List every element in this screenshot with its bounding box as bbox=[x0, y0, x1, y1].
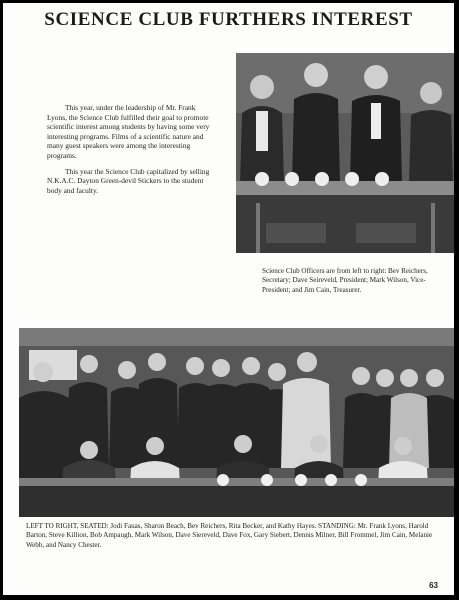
page-title: SCIENCE CLUB FURTHERS INTEREST bbox=[44, 9, 413, 30]
page-number: 63 bbox=[429, 581, 438, 590]
intro-paragraph-1: This year, under the leadership of Mr. Frank Lyons, the Science Club fulfilled their goal to promote scientific interest among students by having some very interesting programs. Films of a scientific nature and many guest speakers were among the interesting programs. bbox=[47, 103, 210, 160]
officers-caption: Science Club Officers are from left to right: Bev Reichers, Secretary; Dave Seireveld, President; Mark Wilson, Vice-President; and Jim Cain, Treasurer. bbox=[262, 267, 428, 294]
yearbook-page bbox=[3, 3, 454, 595]
group-caption: LEFT TO RIGHT, SEATED: Jodi Fauas, Sharon Beach, Bev Reichers, Rita Becker, and Kathy Hayes. STANDING: Mr. Frank Lyons, Harold Barton, Steve Killion, Bob Ampaugh, Mark Wilson, Dave Siereveld, Dave Fox, Gary Siebert, Dennis Milner, Bill Frommel, Jim Cain, Melanie Webb, and Nancy Chester. bbox=[26, 522, 433, 549]
intro-paragraph-2: This year the Science Club capitalized by selling N.K.A.C. Dayton Green-devil Stickers to the student body and faculty. bbox=[47, 166, 210, 195]
intro-text bbox=[47, 103, 215, 201]
officers-photo bbox=[236, 53, 454, 253]
group-photo bbox=[19, 328, 454, 517]
